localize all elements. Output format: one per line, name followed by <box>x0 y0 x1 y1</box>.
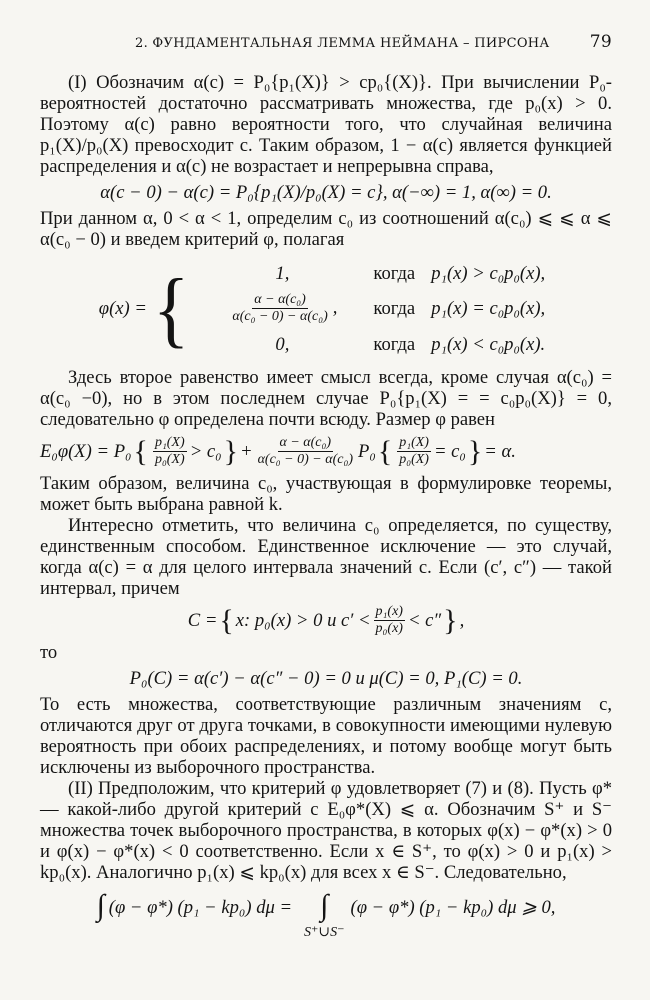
case-word: когда <box>373 262 416 284</box>
running-title: 2. ФУНДАМЕНТАЛЬНАЯ ЛЕММА НЕЙМАНА – ПИРСОНА <box>135 36 550 51</box>
fraction <box>256 435 355 468</box>
paragraph-4: Таким образом, величина c₀, участвующая в формулировке теоремы, может быть выбрана равной k. <box>40 473 612 515</box>
denominator: α(c₀ − 0) − α(c₀) <box>232 309 328 324</box>
case-value: 1, <box>275 262 290 284</box>
eq-part: = α. <box>484 441 516 462</box>
case-value: 0, <box>275 333 290 355</box>
page-body <box>40 72 612 941</box>
integrand: (φ − φ*) (p₁ − kp₀) dμ ⩾ 0, <box>350 897 556 918</box>
cases-table <box>199 256 553 361</box>
brace-close: } <box>223 434 239 468</box>
case-word: когда <box>373 298 416 319</box>
equation-probabilities: P₀(C) = α(c′) − α(c″ − 0) = 0 и μ(C) = 0, P₁(C) = 0. <box>129 668 523 689</box>
eq-part: E₀φ(X) = P₀ <box>40 441 132 462</box>
brace-close: } <box>443 603 458 637</box>
case-condition: p₁(x) > c₀p₀(x), <box>431 262 546 284</box>
fraction <box>230 292 329 325</box>
case-value <box>199 290 365 327</box>
numerator: p₁(X) <box>154 435 185 450</box>
fraction <box>374 604 405 637</box>
numerator: p₁(x) <box>375 604 403 619</box>
brace-open: { <box>219 603 234 637</box>
equation-alpha-limits: α(c − 0) − α(c) = P₀{p₁(X)/p₀(X) = c}, α(−∞) = 1, α(∞) = 0. <box>100 182 552 203</box>
eq-part: < c″ <box>407 610 442 631</box>
case-word: когда <box>373 333 416 355</box>
equation-set-c <box>40 604 612 637</box>
case-row <box>199 290 553 327</box>
paragraph-5: Интересно отметить, что величина c₀ определяется, по существу, единственным способом. Единственное исключение — это случай, когда α(c) = α для целого интервала значений c. Если (c′, c″) — такой интервал, причем <box>40 515 612 599</box>
eq-part: , <box>459 610 465 631</box>
fraction <box>397 435 431 468</box>
denominator: p₀(X) <box>399 452 429 467</box>
integral-domain: S⁺∪S⁻ <box>304 925 345 940</box>
paragraph-1: (I) Обозначим α(c) = P₀{p₁(X)} > cp₀{(X)}. При вычислении P₀-вероятностей достаточно рассматривать множества, где p₀(x) > 0. Поэтому α(c) равно вероятности того, что случайная величина p₁(X)/p₀(X) превосходит c. Таким образом, 1 − α(c) является функцией распределения и α(c) не возрастает и непрерывна справа, <box>40 72 612 177</box>
integral-with-domain <box>304 891 345 941</box>
phi-lhs: φ(x) = <box>98 298 147 319</box>
equation-integral <box>40 891 612 941</box>
integral-sign: ∫ <box>96 889 105 922</box>
brace-open: { <box>133 434 148 468</box>
comma: , <box>332 296 338 318</box>
equation-size <box>40 435 612 468</box>
case-row <box>199 327 553 361</box>
denominator: p₀(X) <box>154 452 185 467</box>
case-row <box>199 256 553 290</box>
eq-part: + <box>240 441 253 462</box>
eq-part: > c₀ <box>189 441 222 462</box>
integral-sign: ∫ <box>320 889 329 922</box>
paragraph-2: При данном α, 0 < α < 1, определим c₀ из соотношений α(c₀) ⩽ ⩽ α ⩽ α(c₀ − 0) и введем критерий φ, полагая <box>40 208 612 250</box>
numerator: p₁(X) <box>399 435 429 450</box>
eq-part: x: p₀(x) > 0 и c′ < <box>235 610 371 631</box>
left-brace: { <box>152 261 190 356</box>
brace-open: { <box>377 434 393 468</box>
eq-part: C = <box>187 610 218 631</box>
page-number: 79 <box>589 32 612 52</box>
eq-part: = c₀ <box>433 441 466 462</box>
brace-close: } <box>467 434 483 468</box>
numerator: α − α(c₀) <box>279 435 332 450</box>
denominator: p₀(x) <box>375 621 403 636</box>
case-condition: p₁(x) = c₀p₀(x), <box>431 298 546 319</box>
paragraph-3: Здесь второе равенство имеет смысл всегда, кроме случая α(c₀) = α(c₀ −0), но в этом последнем случае P₀{p₁(X) = = c₀p₀(X)} = 0, следовательно φ определена почти всюду. Размер φ равен <box>40 367 612 430</box>
equation-phi-definition <box>40 256 612 361</box>
integrand: (φ − φ*) (p₁ − kp₀) dμ = <box>108 897 293 918</box>
paragraph-6: То есть множества, соответствующие различным значениям c, отличаются друг от друга точками, в совокупности имеющими нулевую вероятность при обоих распределениях, и потому вообще могут быть исключены из выборочного пространства. <box>40 694 612 778</box>
denominator: α(c₀ − 0) − α(c₀) <box>257 452 353 467</box>
word-to: то <box>40 642 58 663</box>
paragraph-7: (II) Предположим, что критерий φ удовлетворяет (7) и (8). Пусть φ* — какой-либо другой критерий с E₀φ*(X) ⩽ α. Обозначим S⁺ и S⁻ множества точек выборочного пространства, в которых φ(x) − φ*(x) > 0 и φ(x) − φ*(x) < 0 соответственно. Если x ∈ S⁺, то φ(x) > 0 и p₁(x) > kp₀(x). Аналогично p₁(x) ⩽ kp₀(x) для всех x ∈ S⁻. Следовательно, <box>40 778 612 883</box>
numerator: α − α(c₀) <box>254 292 306 307</box>
fraction <box>153 435 187 468</box>
eq-part: P₀ <box>357 441 376 462</box>
case-condition: p₁(x) < c₀p₀(x). <box>431 333 546 355</box>
